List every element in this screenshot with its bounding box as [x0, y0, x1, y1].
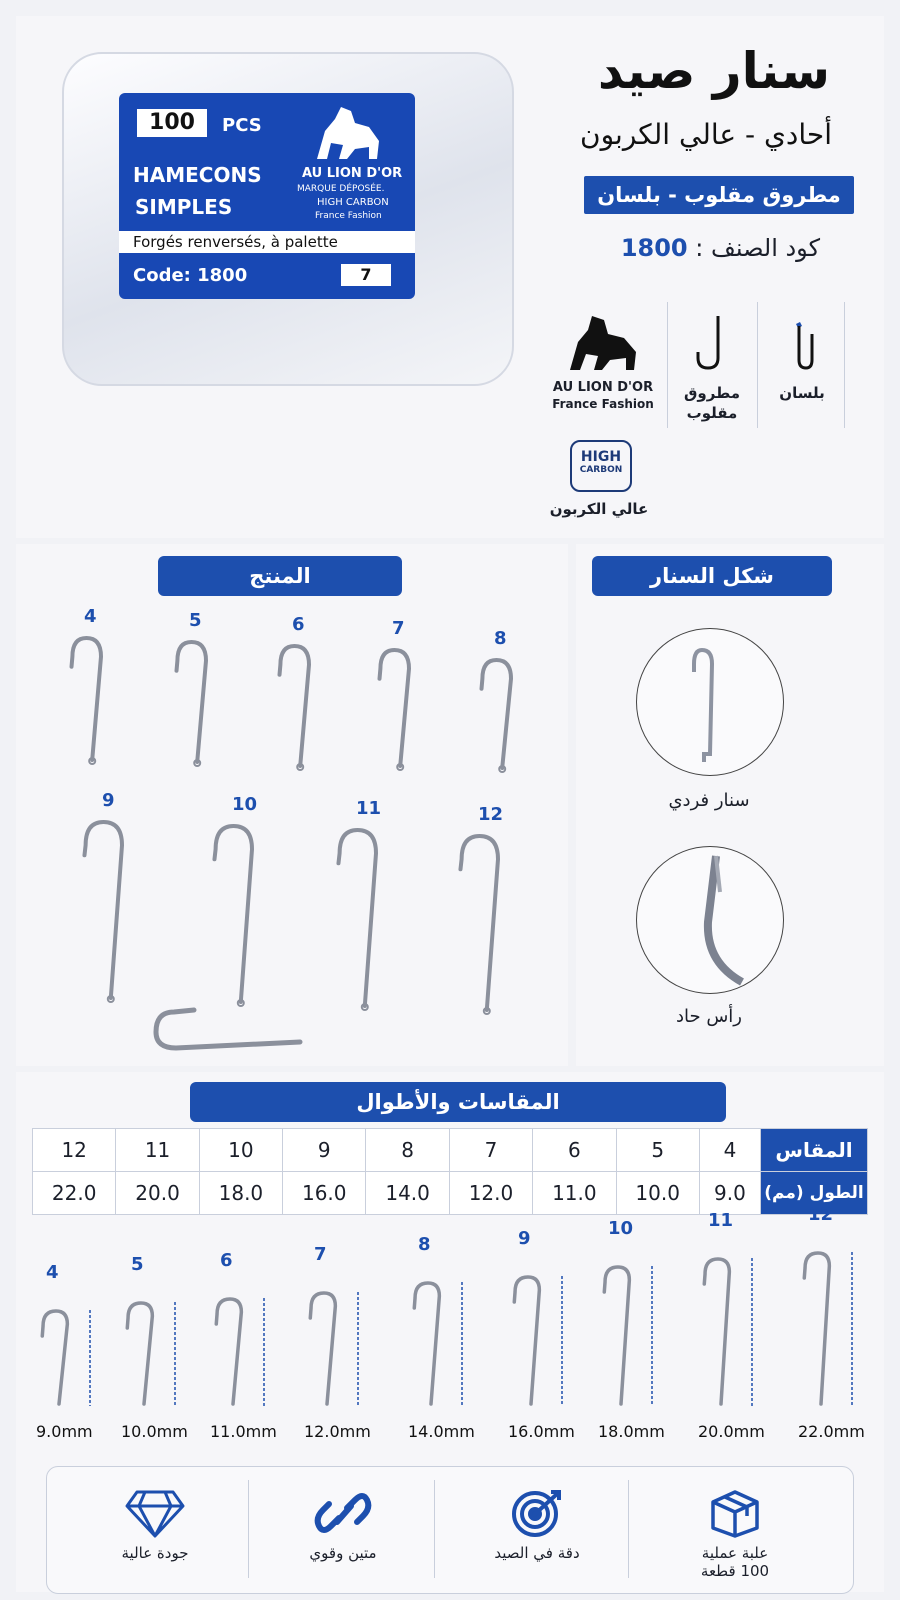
- brand-sub: France Fashion: [552, 397, 654, 411]
- page-title: سنار صيد: [597, 42, 830, 100]
- hook-size-label: 4: [84, 606, 97, 627]
- compare-length-label: 20.0mm: [698, 1422, 765, 1441]
- size-cell: 8: [366, 1129, 449, 1172]
- item-code-label: كود الصنف :: [695, 234, 820, 262]
- lying-hook-icon: [150, 1002, 310, 1056]
- spade-hook-icon: [786, 320, 816, 370]
- hook-size-label: 10: [232, 794, 258, 815]
- box-brand-sub1: MARQUE DÉPOSÉE.: [297, 184, 385, 194]
- size-cell: 12: [33, 1129, 116, 1172]
- measured-hook-icon: [802, 1250, 860, 1408]
- measured-hook-icon: [214, 1296, 272, 1408]
- item-code-value: 1800: [620, 234, 688, 262]
- feature-quality: [80, 1488, 230, 1562]
- hc-badge-line2: CARBON: [579, 465, 623, 475]
- hook-size-label: 8: [494, 628, 507, 649]
- length-cell: 9.0: [699, 1172, 760, 1215]
- product-box-image: [62, 52, 514, 386]
- divider: [667, 302, 668, 428]
- box-strip: Forgés renversés, à palette: [119, 231, 415, 253]
- fishing-hook-icon: [68, 634, 112, 766]
- compare-length-label: 18.0mm: [598, 1422, 665, 1441]
- fishing-hook-icon: [478, 656, 522, 774]
- lion-brand-icon: [562, 310, 642, 374]
- compare-size-label: 11: [708, 1210, 734, 1231]
- measured-hook-icon: [40, 1308, 98, 1408]
- box-brand: AU LION D'OR: [302, 166, 403, 181]
- measured-hook-icon: [125, 1300, 183, 1408]
- size-cell: 7: [449, 1129, 532, 1172]
- length-cell: 12.0: [449, 1172, 532, 1215]
- box-code: Code: 1800: [133, 265, 248, 286]
- spade-label: بلسان: [779, 384, 825, 402]
- length-cell: 16.0: [283, 1172, 366, 1215]
- fishing-hook-icon: [276, 642, 320, 772]
- item-code: [621, 234, 820, 262]
- fishing-hook-icon: [456, 832, 512, 1016]
- compare-length-label: 11.0mm: [210, 1422, 277, 1441]
- measured-hook-icon: [412, 1280, 470, 1408]
- compare-size-label: 5: [131, 1254, 144, 1275]
- box-line2: SIMPLES: [135, 195, 233, 219]
- size-header: المقاس: [761, 1129, 868, 1172]
- box-label: [119, 93, 415, 299]
- divider: [628, 1480, 629, 1578]
- diamond-icon: [125, 1488, 185, 1538]
- compare-size-label: 7: [314, 1244, 327, 1265]
- product-title: المنتج: [158, 556, 402, 596]
- sizes-row: [33, 1129, 868, 1172]
- sizes-table: [32, 1128, 868, 1215]
- compare-size-label: 10: [608, 1218, 634, 1239]
- fishing-hook-icon: [80, 818, 136, 1004]
- type-badge: مطروق مقلوب - بلسان: [584, 176, 854, 214]
- length-cell: 11.0: [533, 1172, 616, 1215]
- divider: [434, 1480, 435, 1578]
- divider: [248, 1480, 249, 1578]
- hook-size-label: 12: [478, 804, 504, 825]
- size-cell: 11: [116, 1129, 199, 1172]
- hc-badge-line1: HIGH: [580, 449, 622, 465]
- box-pcs: PCS: [222, 115, 262, 136]
- size-cell: 6: [533, 1129, 616, 1172]
- lion-logo-icon: [307, 101, 387, 165]
- single-hook-icon: [690, 644, 730, 768]
- feature-strong-label: متين وقوي: [309, 1544, 377, 1562]
- divider: [757, 302, 758, 428]
- hook-size-label: 9: [102, 790, 115, 811]
- hook-size-label: 6: [292, 614, 305, 635]
- length-cell: 22.0: [33, 1172, 116, 1215]
- size-cell: 4: [699, 1129, 760, 1172]
- length-cell: 14.0: [366, 1172, 449, 1215]
- measured-hook-icon: [308, 1290, 366, 1408]
- compare-length-label: 22.0mm: [798, 1422, 865, 1441]
- compare-length-label: 12.0mm: [304, 1422, 371, 1441]
- forged-hook-icon: [692, 312, 732, 372]
- sizes-title: المقاسات والأطوال: [190, 1082, 726, 1122]
- size-cell: 10: [199, 1129, 282, 1172]
- fishing-hook-icon: [173, 638, 217, 768]
- feature-box-label-1: علبة عملية: [701, 1544, 769, 1562]
- hook-size-label: 5: [189, 610, 202, 631]
- box-icon: [705, 1488, 765, 1538]
- measured-hook-icon: [512, 1274, 570, 1408]
- measured-hook-icon: [602, 1264, 660, 1408]
- box-size: 7: [341, 264, 391, 286]
- box-line1: HAMECONS: [133, 163, 262, 187]
- box-brand-sub2: HIGH CARBON: [317, 197, 389, 208]
- lengths-row: [33, 1172, 868, 1215]
- feature-accuracy: [462, 1488, 612, 1562]
- high-carbon-badge: [570, 440, 632, 492]
- compare-length-label: 10.0mm: [121, 1422, 188, 1441]
- fishing-hook-icon: [210, 822, 266, 1008]
- compare-length-label: 14.0mm: [408, 1422, 475, 1441]
- compare-length-label: 16.0mm: [508, 1422, 575, 1441]
- length-cell: 20.0: [116, 1172, 199, 1215]
- high-carbon-label: عالي الكربون: [549, 500, 649, 518]
- sharp-point-label: رأس حاد: [675, 1006, 742, 1027]
- size-cell: 5: [616, 1129, 699, 1172]
- compare-size-label: 6: [220, 1250, 233, 1271]
- brand-name: AU LION D'OR: [552, 380, 654, 395]
- feature-box-label-2: 100 قطعة: [700, 1562, 770, 1580]
- feature-accuracy-label: دقة في الصيد: [494, 1544, 580, 1562]
- feature-quality-label: جودة عالية: [121, 1544, 189, 1562]
- forged-label-1: مطروق: [684, 384, 740, 402]
- page-subtitle: أحادي - عالي الكربون: [580, 118, 832, 151]
- sharp-point-icon: [680, 852, 750, 988]
- feature-strong: [268, 1488, 418, 1562]
- length-header: الطول (مم): [761, 1172, 868, 1215]
- compare-length-label: 9.0mm: [36, 1422, 93, 1441]
- target-icon: [507, 1488, 567, 1538]
- compare-size-label: 12: [808, 1204, 834, 1225]
- chain-link-icon: [313, 1488, 373, 1538]
- hook-size-label: 7: [392, 618, 405, 639]
- hook-size-label: 11: [356, 798, 382, 819]
- fishing-hook-icon: [334, 826, 390, 1012]
- divider: [844, 302, 845, 428]
- size-cell: 9: [283, 1129, 366, 1172]
- fishing-hook-icon: [376, 646, 420, 772]
- length-cell: 18.0: [199, 1172, 282, 1215]
- length-cell: 10.0: [616, 1172, 699, 1215]
- box-count: 100: [137, 109, 207, 137]
- single-hook-label: سنار فردي: [668, 790, 750, 811]
- compare-size-label: 9: [518, 1228, 531, 1249]
- box-brand-sub3: France Fashion: [315, 211, 382, 221]
- measured-hook-icon: [702, 1256, 760, 1408]
- shape-title: شكل السنار: [592, 556, 832, 596]
- compare-size-label: 8: [418, 1234, 431, 1255]
- feature-box: [660, 1488, 810, 1580]
- compare-size-label: 4: [46, 1262, 59, 1283]
- forged-label-2: مقلوب: [686, 404, 738, 422]
